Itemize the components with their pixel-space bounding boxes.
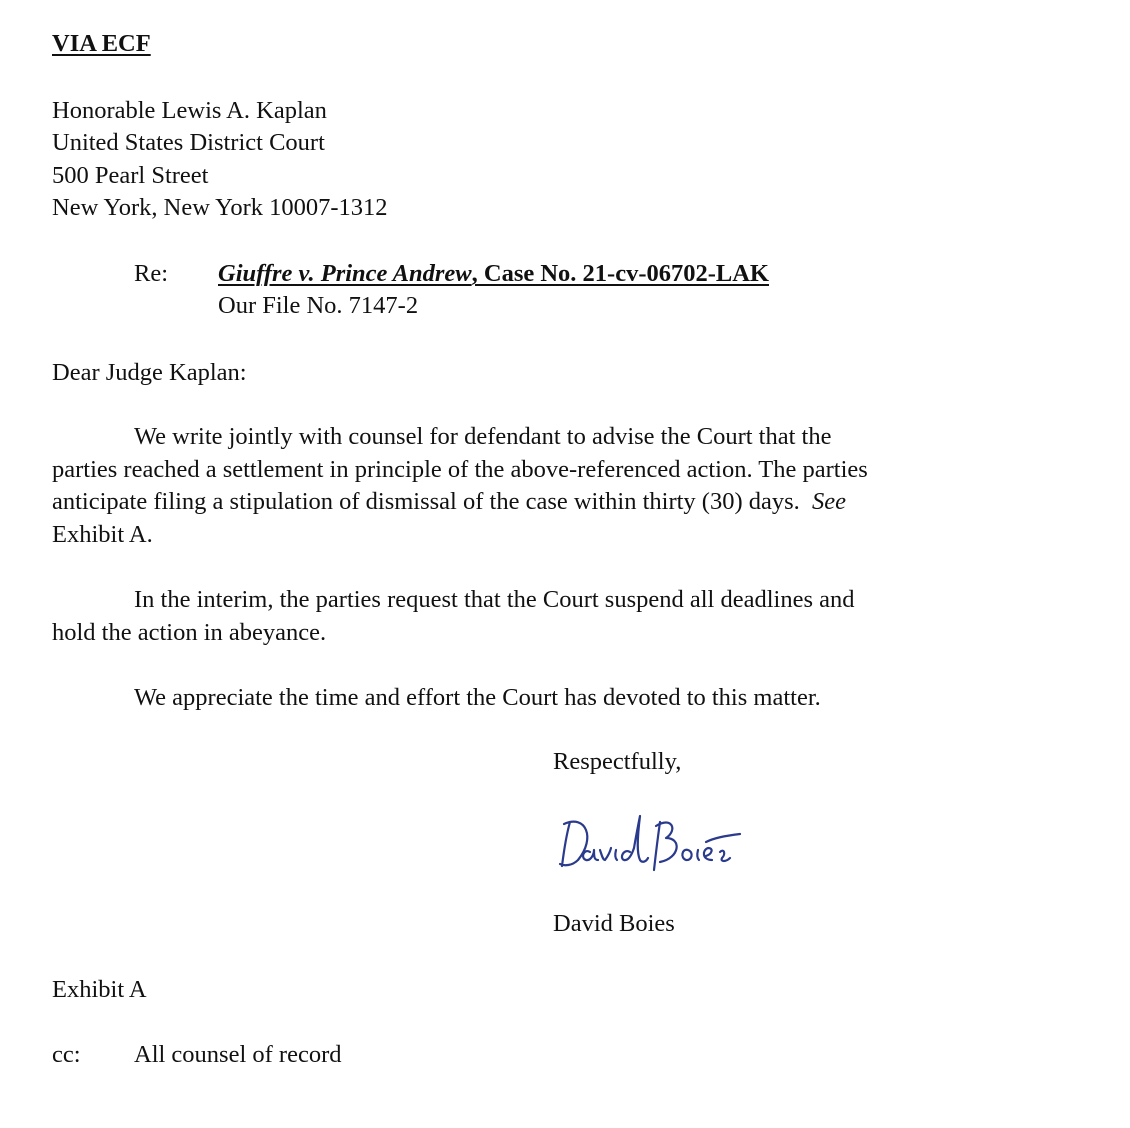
recipient-court: United States District Court xyxy=(52,129,325,156)
paragraph-2-line-2: hold the action in abeyance. xyxy=(52,618,327,646)
delivery-method: VIA ECF xyxy=(52,30,151,57)
paragraph-1-line-3: anticipate filing a stipulation of dismissal of the case within thirty (30) days. xyxy=(52,488,813,515)
signer-name: David Boies xyxy=(553,910,675,937)
re-case-line xyxy=(218,260,769,288)
re-label: Re: xyxy=(134,260,169,287)
paragraph-1-line-1: We write jointly with counsel for defendant to advise the Court that the xyxy=(134,423,832,450)
closing: Respectfully, xyxy=(553,748,682,775)
paragraph-1-line-4: Exhibit A. xyxy=(52,520,153,548)
body-paragraph-2 xyxy=(52,584,1092,649)
recipient-street: 500 Pearl Street xyxy=(52,162,209,189)
cc-label: cc: xyxy=(52,1041,81,1068)
see-signal: See xyxy=(812,488,847,515)
body-paragraph-3 xyxy=(52,682,1092,715)
case-name: Giuffre v. Prince Andrew xyxy=(218,260,472,287)
cc-recipients: All counsel of record xyxy=(134,1041,342,1068)
paragraph-3-line-1: We appreciate the time and effort the Court has devoted to this matter. xyxy=(134,684,821,711)
salutation: Dear Judge Kaplan: xyxy=(52,359,247,386)
signature-image xyxy=(556,808,756,878)
recipient-city: New York, New York 10007-1312 xyxy=(52,194,388,221)
enclosure: Exhibit A xyxy=(52,976,147,1003)
case-number: , Case No. 21-cv-06702-LAK xyxy=(471,260,769,287)
signature-strokes xyxy=(560,816,740,870)
body-paragraph-1 xyxy=(52,421,1092,551)
file-number: Our File No. 7147-2 xyxy=(218,292,419,319)
paragraph-2-line-1: In the interim, the parties request that the Court suspend all deadlines and xyxy=(134,586,855,613)
paragraph-1-line-2: parties reached a settlement in principle of the above-referenced action. The parties xyxy=(52,455,868,483)
recipient-name: Honorable Lewis A. Kaplan xyxy=(52,97,327,124)
